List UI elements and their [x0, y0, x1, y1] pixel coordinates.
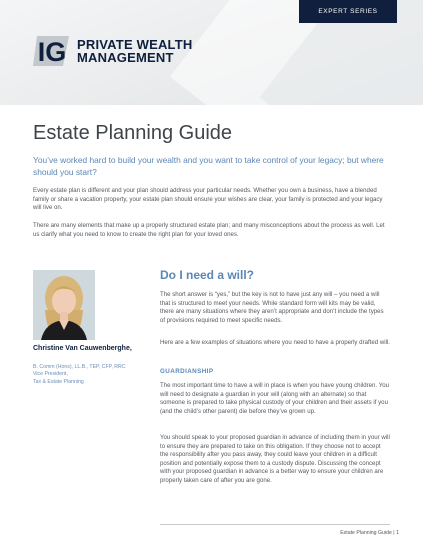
author-title-2: Tax & Estate Planning	[33, 378, 84, 385]
document-title: Estate Planning Guide	[33, 122, 233, 144]
section-paragraph-2: Here are a few examples of situations where you need to have a properly drafted will.	[160, 339, 390, 346]
guardianship-paragraph-1: The most important time to have a will in place is when you have young children. You will need to designate a guardian in your will (along with an alternate) so that someone is prepared to take physical custody of your children and their assets if you (and the child’s other parent) die before they’ve grown up.	[160, 382, 389, 415]
logo-line-2: MANAGEMENT	[77, 50, 174, 65]
ig-logo	[33, 34, 192, 68]
guardianship-paragraph-2: You should speak to your proposed guardian in advance of including them in your will to ensure they are prepared to take on this obligation. If they choose not to accept the responsibility after you pass away, they could leave your children in a difficult position and potentially expose them to a custody dispute. Discussing the concept with your proposed guardian in advance is a better way to ensure your children are properly taken care of after you are gone.	[160, 434, 390, 484]
expert-series-badge: EXPERT SERIES	[299, 0, 397, 23]
intro-paragraph-2: There are many elements that make up a properly structured estate plan; and many misconceptions about the process as well. Let us clarify what you need to know to create the right plan for your loved ones.	[33, 222, 385, 238]
document-subtitle: You’ve worked hard to build your wealth and you want to take control of your legacy; but where should you start?	[33, 155, 384, 177]
author-title-1: Vice President,	[33, 371, 68, 378]
author-degrees: B. Comm (Hons), LL.B., TEP, CFP, RRC	[33, 364, 126, 370]
intro-paragraph-1: Every estate plan is different and your plan should address your particular needs. Whether you own a business, have a blended family or share a vacation property, your estate plan should ensure your wishes are clear, your family is protected and your legacy will live on.	[33, 187, 383, 212]
author-photo	[33, 270, 95, 340]
section-heading: Do I need a will?	[160, 268, 255, 282]
subsection-heading: GUARDIANSHIP	[160, 368, 214, 375]
svg-text:IG: IG	[37, 37, 67, 67]
logo-line-1: PRIVATE WEALTH	[77, 37, 193, 52]
footer-divider	[160, 524, 390, 525]
author-name: Christine Van Cauwenberghe,	[33, 345, 132, 352]
section-paragraph-1: The short answer is “yes,” but the key is not to have just any will – you need a will that is structured to meet your needs. While standard form will kits may be valid, there are many situations where they aren’t appropriate and don’t include the types of provisions required to meet specific needs.	[160, 291, 384, 324]
footer-label: Estate Planning Guide	[340, 530, 392, 536]
ig-logo-mark	[33, 34, 71, 68]
author-credentials	[33, 364, 133, 386]
page-number: 1	[396, 530, 399, 536]
logo-wordmark	[77, 38, 192, 64]
page-footer	[340, 530, 399, 536]
footer-separator: |	[393, 530, 395, 536]
